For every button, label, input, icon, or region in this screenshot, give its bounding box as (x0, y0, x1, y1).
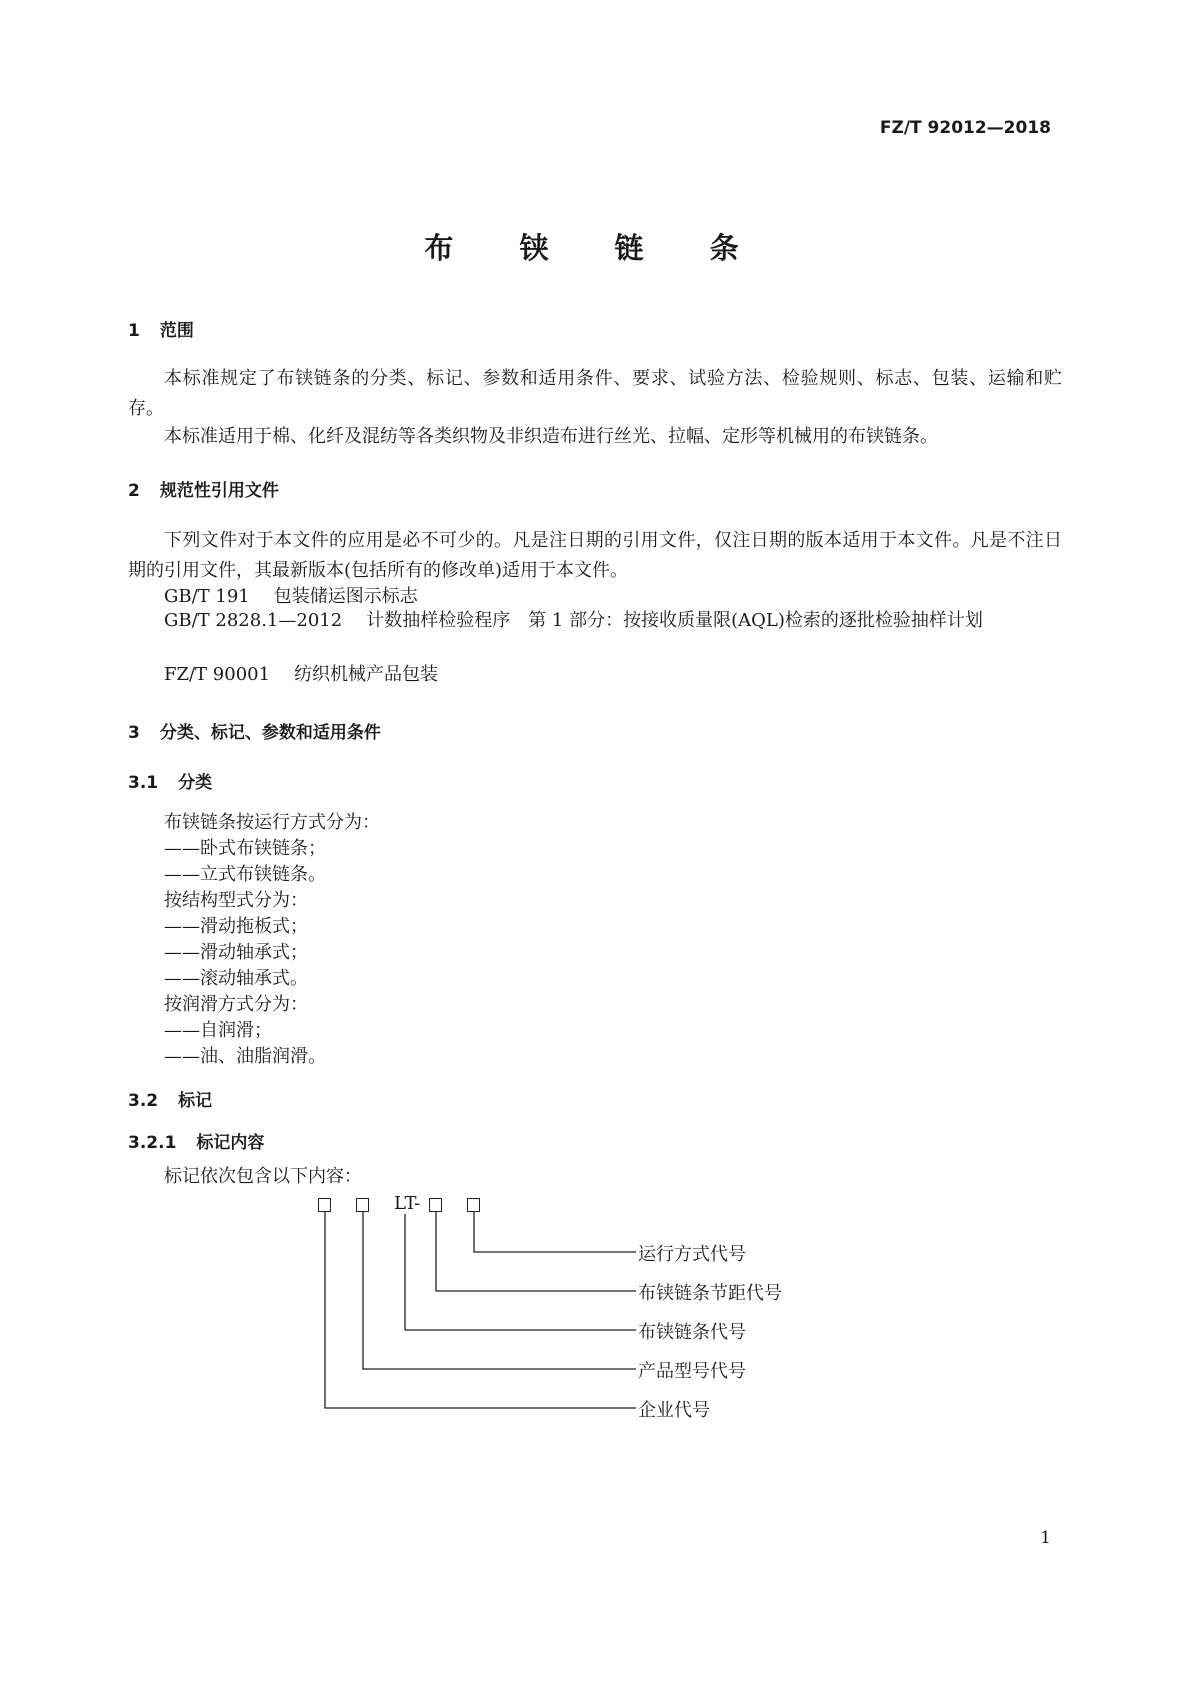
list-line: ——立式布铗链条。 (164, 864, 326, 885)
diagram-label: 产品型号代号 (638, 1361, 746, 1382)
reference-title: 计数抽样检验程序 第 1 部分：按接收质量限(AQL)检索的逐批检验抽样计划 (366, 610, 983, 631)
reference-title: 包装储运图示标志 (273, 586, 418, 607)
section-title: 标记内容 (196, 1133, 265, 1153)
section-title: 规范性引用文件 (159, 481, 279, 501)
connector-line (405, 1214, 636, 1330)
section-number: 2 (128, 481, 140, 501)
connector-line (325, 1212, 636, 1408)
list-line: ——自润滑； (164, 1020, 272, 1041)
list-line: ——滑动拖板式； (164, 916, 308, 937)
section-number: 3.1 (128, 773, 159, 793)
standard-number: FZ/T 92012—2018 (879, 118, 1051, 138)
paragraph: 本标准规定了布铗链条的分类、标记、参数和适用条件、要求、试验方法、检验规则、标志、包装、运输和贮存。 (128, 368, 1062, 419)
paragraph: 本标准适用于棉、化纤及混纺等各类织物及非织造布进行丝光、拉幅、定形等机械用的布铗链条。 (164, 426, 938, 447)
diagram-label: 布铗链条节距代号 (638, 1283, 782, 1304)
section-title: 分类 (178, 773, 213, 793)
list-line: 按结构型式分为： (164, 890, 308, 911)
section-number: 3.2 (128, 1091, 159, 1111)
paragraph: 下列文件对于本文件的应用是必不可少的。凡是注日期的引用文件，仅注日期的版本适用于本文件。凡是不注日期的引用文件，其最新版本(包括所有的修改单)适用于本文件。 (128, 530, 1062, 581)
list-line: 按润滑方式分为： (164, 994, 308, 1015)
document-title: 布 铗 链 条 (424, 231, 767, 265)
reference-code: GB/T 191 (164, 586, 250, 607)
reference-title: 纺织机械产品包装 (294, 664, 439, 685)
diagram-label: 企业代号 (638, 1400, 710, 1421)
list-line: ——油、油脂润滑。 (164, 1046, 326, 1067)
list-line: ——滑动轴承式； (164, 942, 308, 963)
page-number: 1 (1040, 1528, 1051, 1548)
section-title: 标记 (178, 1091, 213, 1111)
code-prefix: LT- (394, 1193, 421, 1214)
list-line: 布铗链条按运行方式分为： (164, 812, 380, 833)
diagram-label: 运行方式代号 (638, 1244, 746, 1265)
reference-code: GB/T 2828.1—2012 (164, 610, 343, 631)
diagram-label: 布铗链条代号 (638, 1322, 746, 1343)
list-line: ——卧式布铗链条； (164, 838, 326, 859)
section-title: 范围 (159, 321, 194, 341)
section-title: 分类、标记、参数和适用条件 (159, 723, 381, 743)
section-number: 3 (128, 723, 140, 743)
reference-code: FZ/T 90001 (164, 664, 271, 685)
section-number: 3.2.1 (128, 1133, 177, 1153)
section-number: 1 (128, 321, 140, 341)
intro-text: 标记依次包含以下内容： (164, 1166, 362, 1187)
connector-line (474, 1212, 636, 1252)
list-line: ——滚动轴承式。 (164, 968, 308, 989)
